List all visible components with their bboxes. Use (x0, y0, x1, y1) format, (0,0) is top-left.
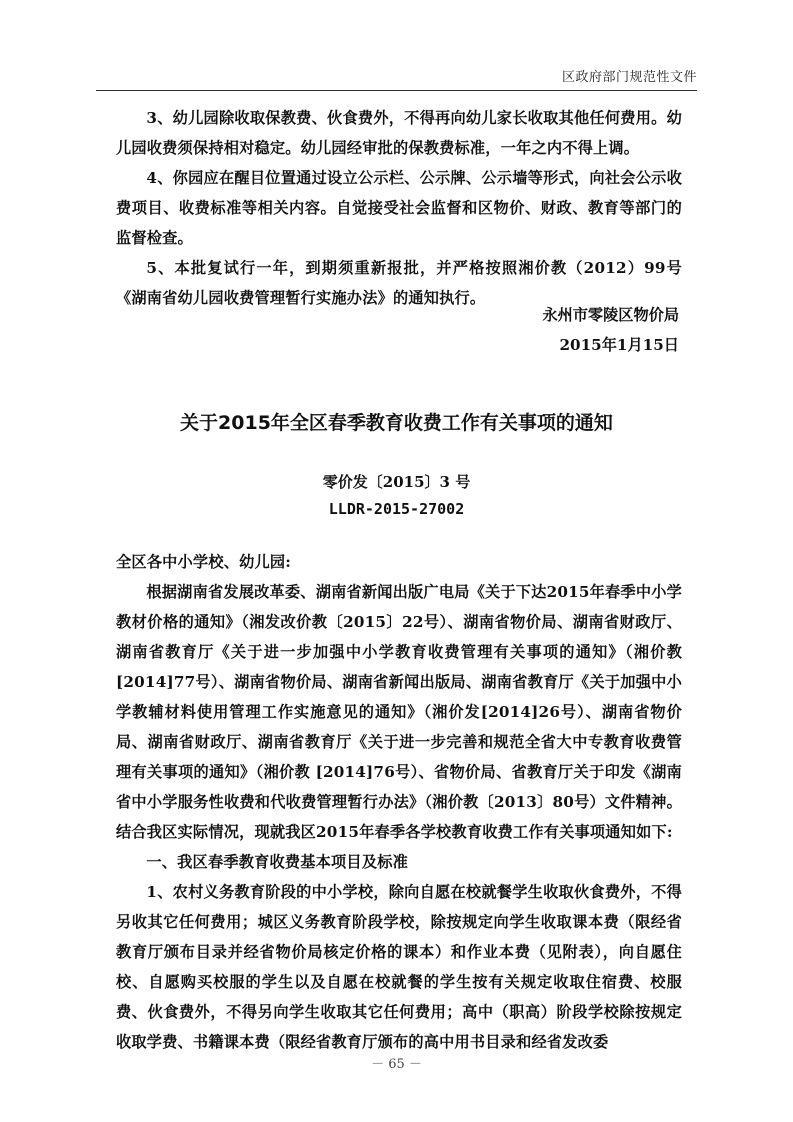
item-3-paragraph: 3、幼儿园除收取保教费、伙食费外，不得再向幼儿家长收取其他任何费用。幼儿园收费须保持相对稳定。幼儿园经审批的保教费标准，一年之内不得上调。 (116, 109, 682, 157)
document-code: LLDR-2015-27002 (328, 500, 465, 518)
addressee: 全区各中小学校、幼儿园: (116, 553, 292, 571)
header-category-label: 区政府部门规范性文件 (561, 70, 697, 85)
issuer-signature: 永州市零陵区物价局 (542, 306, 679, 324)
notice-title: 关于2015年全区春季教育收费工作有关事项的通知 (180, 412, 613, 434)
item-4-paragraph: 4、你园应在醒目位置通过设立公示栏、公示牌、公示墙等形式，向社会公示收费项目、收费标准等相关内容。自觉接受社会监督和区物价、财政、教育等部门的监督检查。 (116, 169, 682, 247)
notice-body (116, 547, 682, 1057)
section-1-heading: 一、我区春季教育收费基本项目及标准 (146, 853, 408, 871)
section-1-paragraph-1: 1、农村义务教育阶段的中小学校，除向自愿在校就餐学生收取伙食费外，不得另收其它任何费用；城区义务教育阶段学校，除按规定向学生收取课本费（限经省教育厅颁布目录并经省物价局核定价格的课本）和作业本费（见附表），向自愿住校、自愿购买校服的学生以及自愿在校就餐的学生按有关规定收取住宿费、校服费、伙食费外，不得另向学生收取其它任何费用；高中（职高）阶段学校除按规定收取学费、书籍课本费（限经省教育厅颁布的高中用书目录和经省发改委 (116, 883, 682, 1051)
previous-reply-continuation (116, 103, 682, 313)
page-number: － 65 － (371, 1057, 422, 1072)
header-divider (96, 90, 697, 91)
item-5-paragraph: 5、本批复试行一年，到期须重新报批，并严格按照湘价教（2012）99号《湖南省幼儿园收费管理暂行实施办法》的通知执行。 (116, 259, 682, 307)
issue-date: 2015年1月15日 (559, 336, 679, 354)
document-number: 零价发〔2015〕3 号 (322, 473, 471, 491)
intro-paragraph: 根据湖南省发展改革委、湖南省新闻出版广电局《关于下达2015年春季中小学教材价格的通知》（湘发改价教〔2015〕22号）、湖南省物价局、湖南省财政厅、湖南省教育厅《关于进一步加强中小学教育收费管理有关事项的通知》（湘价教[2014]77号）、湖南省物价局、湖南省新闻出版局、湖南省教育厅《关于加强中小学教辅材料使用管理工作实施意见的通知》（湘价发[2014]26号）、湖南省物价局、湖南省财政厅、湖南省教育厅《关于进一步完善和规范全省大中专教育收费管理有关事项的通知》（湘价教 [2014]76号）、省物价局、省教育厅关于印发《湖南省中小学服务性收费和代收费管理暂行办法》（湘价教〔2013〕80号）文件精神。结合我区实际情况，现就我区2015年春季各学校教育收费工作有关事项通知如下: (116, 583, 682, 841)
